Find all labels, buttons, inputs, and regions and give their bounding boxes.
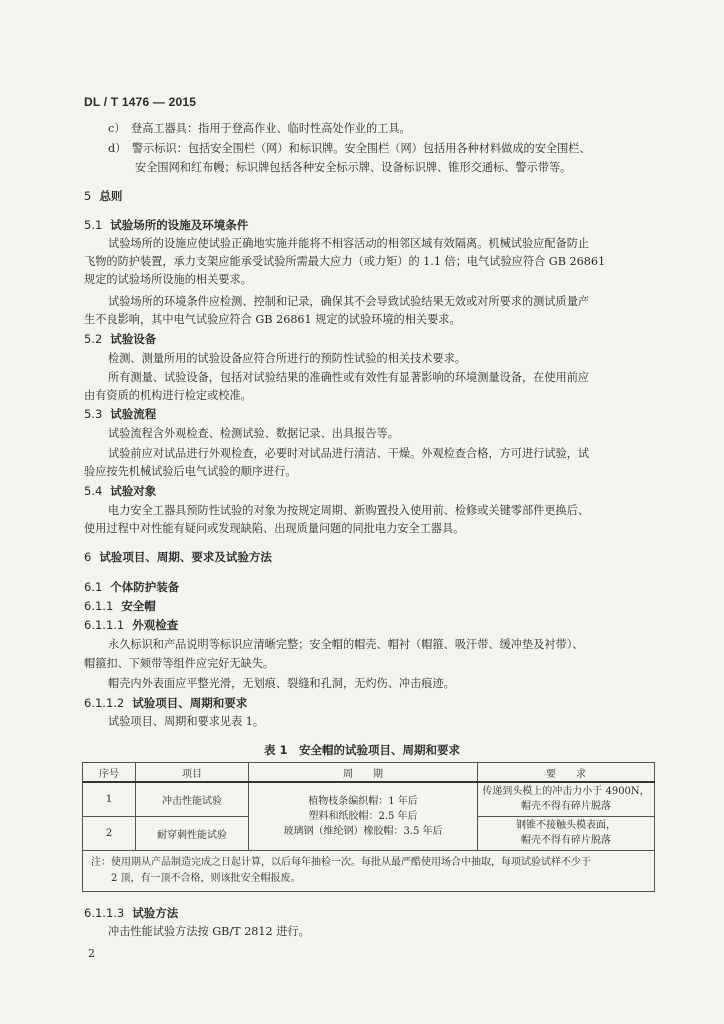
section-title: 试验场所的设施及环境条件 [110,218,249,232]
requirement-line: 帽壳不得有碎片脱落 [521,801,611,813]
requirement-line: 钢锥不接触头模表面， [516,820,616,831]
table-row [83,782,655,816]
section-number: 6.1.1.3 [84,906,125,920]
table-note-row [83,850,655,891]
paragraph-line: 永久标识和产品说明等标识应清晰完整；安全帽的帽壳、帽衬（帽箍、吸汗带、缓冲垫及衬带）、 [108,638,584,651]
section-title: 试验流程 [110,407,157,421]
section-title: 总则 [99,189,123,203]
section-number: 6.1.1.2 [84,696,125,710]
section-number: 5.3 [84,407,103,421]
paragraph-line: 冲击性能试验方法按 GB/T 2812 进行。 [108,925,310,938]
cell-requirement [478,816,655,850]
section-title: 个体防护装备 [110,580,180,594]
table-note [83,850,655,891]
section-number: 5 [84,189,92,203]
list-item-d-line-2: 安全围网和红布幔；标识牌包括各种安全标示牌、设备标识牌、锥形交通标、警示带等。 [135,161,572,174]
section-6-1-1-2-heading [84,695,247,711]
section-5-1-heading [84,217,248,233]
page-number: 2 [88,947,95,960]
column-header: 周 期 [249,763,478,783]
column-header: 项目 [136,763,249,783]
cell-item: 冲击性能试验 [136,782,249,816]
paragraph-line: 生不良影响，其中电气试验应符合 GB 26861 规定的试验环境的相关要求。 [84,313,461,326]
paragraph-line: 帽箍扣、下颏带等组件应完好无缺失。 [84,657,275,670]
section-number: 6 [84,550,92,564]
section-title: 试验项目、周期和要求 [132,696,248,710]
section-6-1-1-3-heading [84,905,178,921]
period-line: 塑料和纸胶帽：2.5 年后 [308,810,418,822]
paragraph-line: 电力安全工器具预防性试验的对象为按规定周期、新购置投入使用前、检修或关键零部件更换后、 [108,504,590,517]
section-number: 5.1 [84,218,103,232]
section-6-1-heading [84,579,179,595]
standard-code-header: DL / T 1476 — 2015 [84,95,197,109]
section-number: 6.1.1.1 [84,618,125,632]
section-5-2-heading [84,331,156,347]
period-line: 植物枝条编织帽：1 年后 [308,795,418,807]
section-number: 5.2 [84,332,103,346]
paragraph-line: 试验项目、周期和要求见表 1。 [108,715,265,728]
section-title: 试验对象 [110,484,157,498]
paragraph-line: 验应按先机械试验后电气试验的顺序进行。 [84,465,297,478]
list-item-c: c） 登高工器具：指用于登高作业、临时性高处作业的工具。 [108,122,411,135]
cell-period [249,782,478,850]
list-item-d-line-1: d） 警示标识：包括安全围栏（网）和标识牌。安全围栏（网）包括用各种材料做成的安全围栏、 [108,142,591,155]
section-title: 试验设备 [110,332,157,346]
section-number: 6.1.1 [84,599,114,613]
note-line: 注：使用期从产品制造完成之日起计算，以后每年抽检一次。每批从最严酷使用场合中抽取，每项试验试样不少于 [91,856,591,868]
paragraph-line: 使用过程中对性能有疑问或发现缺陷、出现质量问题的同批电力安全工器具。 [84,522,465,535]
paragraph-line: 试验场所的设施应使试验正确地实施并能将不相容活动的相邻区域有效隔离。机械试验应配备防止 [108,237,590,250]
column-header: 序号 [83,763,136,783]
paragraph-line: 由有资质的机构进行检定或校准。 [84,389,252,402]
section-5-3-heading [84,406,156,422]
section-number: 6.1 [84,580,103,594]
section-title: 安全帽 [121,599,156,613]
paragraph-line: 飞物的防护装置，承力支架应能承受试验所需最大应力（或力矩）的 1.1 倍；电气试验应符合 GB 26861 [84,255,606,268]
paragraph-line: 所有测量、试验设备，包括对试验结果的准确性或有效性有显著影响的环境测量设备，在使用前应 [108,371,590,384]
section-6-1-1-1-heading [84,617,178,633]
section-5-heading [84,188,122,204]
section-number: 5.4 [84,484,103,498]
paragraph-line: 试验流程含外观检查、检测试验、数据记录、出具报告等。 [108,427,399,440]
section-5-4-heading [84,483,156,499]
column-header: 要 求 [478,763,655,783]
note-line: 2 顶，有一顶不合格，则该批安全帽报废。 [111,872,301,884]
paragraph-line: 试验前应对试品进行外观检查，必要时对试品进行清洁、干燥。外观检查合格，方可进行试验，试 [108,447,590,460]
paragraph-line: 检测、测量所用的试验设备应符合所进行的预防性试验的相关技术要求。 [108,352,467,365]
test-requirements-table [82,762,655,892]
section-title: 试验项目、周期、要求及试验方法 [99,550,272,564]
paragraph-line: 试验场所的环境条件应检测、控制和记录，确保其不会导致试验结果无效或对所要求的测试质量产 [108,295,590,308]
cell-item: 耐穿刺性能试验 [136,816,249,850]
period-line: 玻璃钢（维纶钢）橡胶帽：3.5 年后 [283,825,443,837]
requirement-line: 帽壳不得有碎片脱落 [521,835,611,846]
section-title: 外观检查 [132,618,179,632]
section-6-1-1-heading [84,598,156,614]
section-title: 试验方法 [132,906,179,920]
table-header-row [83,763,655,783]
section-6-heading [84,549,272,565]
table-caption: 表 1 安全帽的试验项目、周期和要求 [263,743,460,757]
cell-requirement [478,782,655,816]
cell-no: 1 [83,782,136,816]
cell-no: 2 [83,816,136,850]
requirement-line: 传递到头模上的冲击力小于 4900N， [482,786,650,798]
paragraph-line: 帽壳内外表面应平整光滑，无划痕、裂缝和孔洞，无灼伤、冲击痕迹。 [108,677,455,690]
paragraph-line: 规定的试验场所设施的相关要求。 [84,273,252,286]
